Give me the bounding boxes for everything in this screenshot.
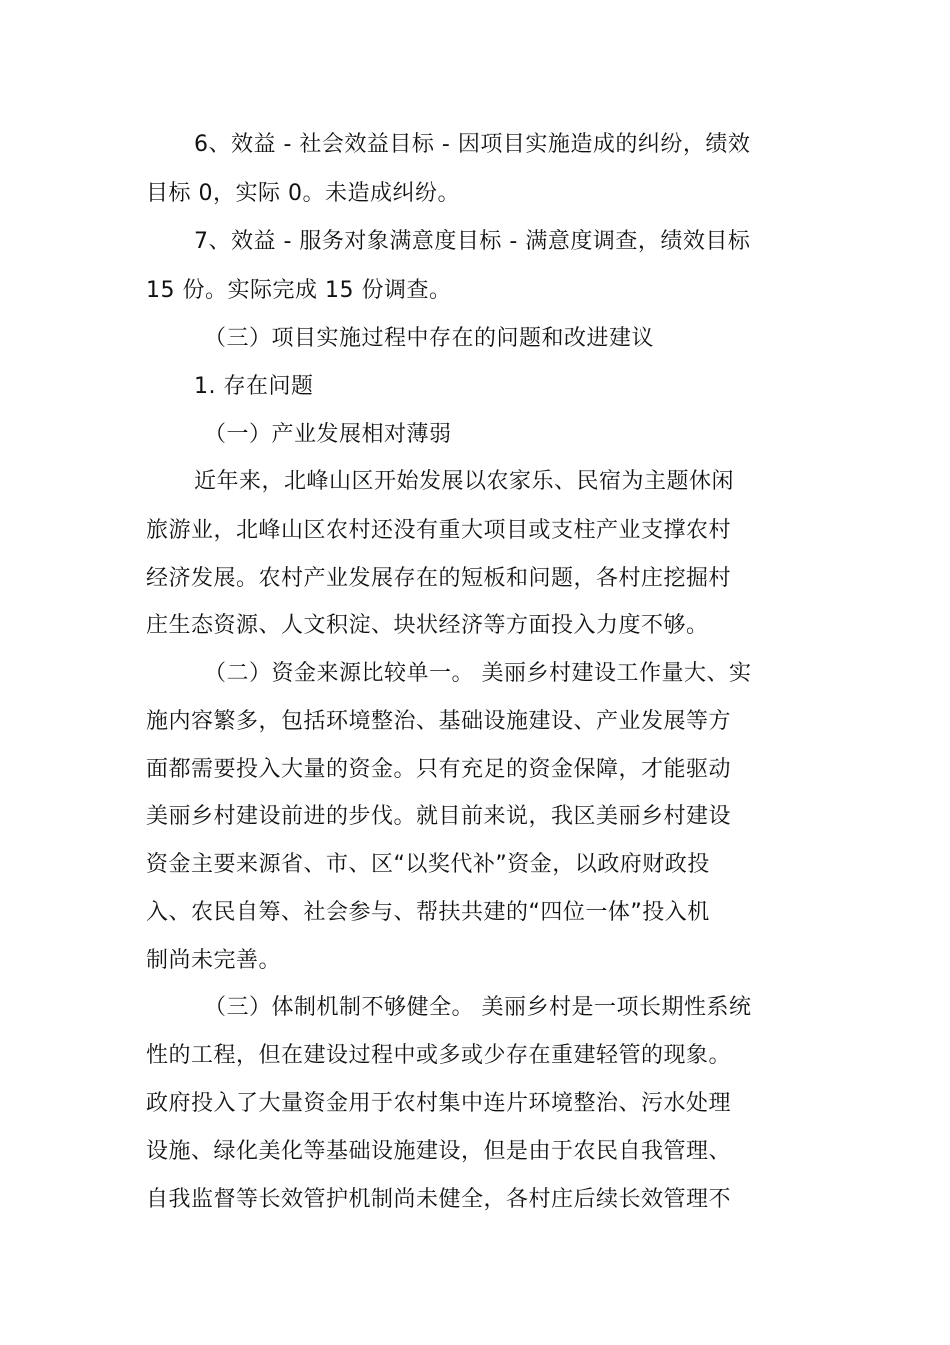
problem-heading-1: （一）产业发展相对薄弱 — [204, 422, 452, 447]
section-heading: （三）项目实施过程中存在的问题和改进建议 — [204, 326, 655, 351]
text-line-2: 目标 0，实际 0。未造成纠纷。 — [146, 181, 460, 206]
text-line-11: 庄生态资源、人文积淀、块状经济等方面投入力度不够。 — [146, 613, 709, 638]
problem-heading-2: （二）资金来源比较单一。 美丽乡村建设工作量大、实 — [204, 661, 752, 686]
text-line-21: 政府投入了大量资金用于农村集中连片环境整治、污水处理 — [146, 1091, 732, 1116]
problem-heading-3: （三）体制机制不够健全。 美丽乡村是一项长期性系统 — [204, 995, 752, 1020]
text-line-8: 近年来，北峰山区开始发展以农家乐、民宿为主题休闲 — [194, 469, 735, 494]
text-line-3: 7、效益 - 服务对象满意度目标 - 满意度调查，绩效目标 — [194, 229, 751, 254]
text-line-17: 入、农民自筹、社会参与、帮扶共建的“四位一体”投入机 — [146, 900, 710, 925]
text-line-4: 15 份。实际完成 15 份调查。 — [146, 278, 452, 303]
text-line-14: 面都需要投入大量的资金。只有充足的资金保障，才能驱动 — [146, 757, 732, 782]
text-line-9: 旅游业，北峰山区农村还没有重大项目或支柱产业支撑农村 — [146, 518, 732, 543]
text-line-18: 制尚未完善。 — [146, 948, 282, 973]
text-line-16: 资金主要来源省、市、区“以奖代补”资金，以政府财政投 — [146, 852, 710, 877]
text-line-13: 施内容繁多，包括环境整治、基础设施建设、产业发展等方 — [146, 709, 732, 734]
text-line-15: 美丽乡村建设前进的步伐。就目前来说，我区美丽乡村建设 — [146, 804, 732, 829]
text-line-10: 经济发展。农村产业发展存在的短板和问题，各村庄挖掘村 — [146, 566, 732, 591]
text-line-23: 自我监督等长效管护机制尚未健全，各村庄后续长效管理不 — [146, 1187, 732, 1212]
text-line-20: 性的工程，但在建设过程中或多或少存在重建轻管的现象。 — [146, 1043, 732, 1068]
text-line-22: 设施、绿化美化等基础设施建设，但是由于农民自我管理、 — [146, 1139, 732, 1164]
subsection-heading: 1. 存在问题 — [194, 374, 314, 399]
text-line-1: 6、效益 - 社会效益目标 - 因项目实施造成的纠纷，绩效 — [194, 132, 751, 157]
